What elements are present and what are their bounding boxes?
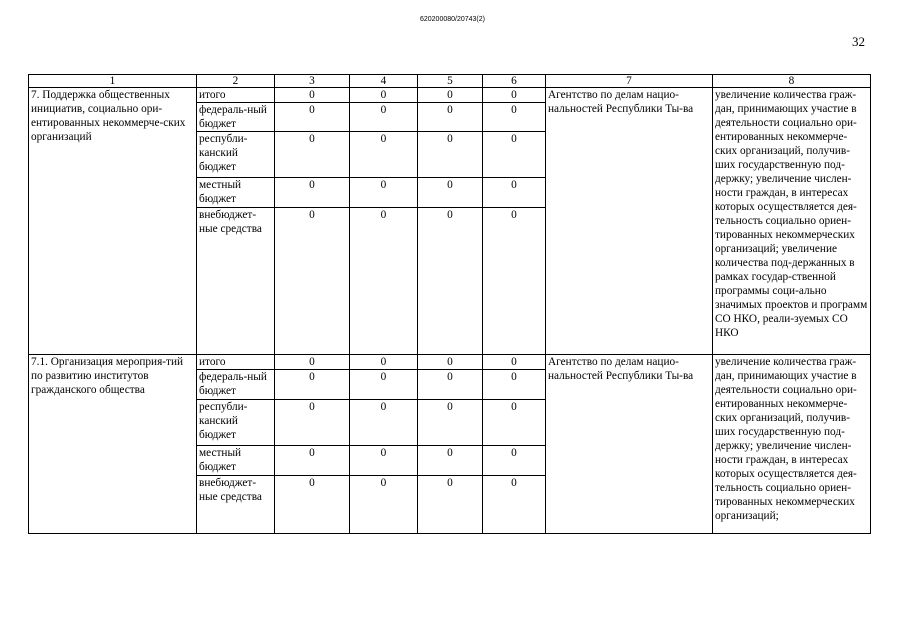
value-cell: 0 xyxy=(275,370,350,400)
column-header: 7 xyxy=(546,75,713,88)
value-cell: 0 xyxy=(483,103,546,132)
value-cell: 0 xyxy=(483,355,546,370)
value-cell: 0 xyxy=(483,446,546,476)
responsible-agency: Агентство по делам нацио-нальностей Республики Ты-ва xyxy=(546,355,713,534)
funding-source: внебюджет-ные средства xyxy=(197,476,275,534)
funding-source: итого xyxy=(197,355,275,370)
column-header: 2 xyxy=(197,75,275,88)
funding-source: республи-канский бюджет xyxy=(197,132,275,178)
value-cell: 0 xyxy=(418,178,483,208)
value-cell: 0 xyxy=(483,476,546,534)
column-header: 3 xyxy=(275,75,350,88)
value-cell: 0 xyxy=(483,370,546,400)
value-cell: 0 xyxy=(418,400,483,446)
table-row xyxy=(29,88,871,103)
value-cell: 0 xyxy=(350,370,418,400)
value-cell: 0 xyxy=(350,446,418,476)
value-cell: 0 xyxy=(350,178,418,208)
column-header: 6 xyxy=(483,75,546,88)
value-cell: 0 xyxy=(275,178,350,208)
document-id: 620200080/20743(2) xyxy=(419,16,485,23)
value-cell: 0 xyxy=(350,208,418,355)
value-cell: 0 xyxy=(275,446,350,476)
value-cell: 0 xyxy=(275,400,350,446)
value-cell: 0 xyxy=(418,370,483,400)
column-header: 5 xyxy=(418,75,483,88)
value-cell: 0 xyxy=(275,88,350,103)
value-cell: 0 xyxy=(275,132,350,178)
value-cell: 0 xyxy=(418,355,483,370)
funding-source: федераль-ный бюджет xyxy=(197,103,275,132)
budget-table xyxy=(28,74,871,534)
value-cell: 0 xyxy=(275,208,350,355)
value-cell: 0 xyxy=(418,208,483,355)
expected-result: увеличение количества граж-дан, принимающих участие в деятельности социально ори-ентированных некоммерче-ских организаций, получив-ших государственную под-держку; увеличение числен-ности граждан, в интересах которых осуществляется дея-тельность социально ориен-тированных некоммерческих организаций; xyxy=(713,355,871,534)
value-cell: 0 xyxy=(483,178,546,208)
column-header: 8 xyxy=(713,75,871,88)
funding-source: местный бюджет xyxy=(197,178,275,208)
value-cell: 0 xyxy=(418,103,483,132)
activity-name: 7. Поддержка общественных инициатив, социально ори-ентированных некоммерче-ских организаций xyxy=(29,88,197,355)
table-row xyxy=(29,355,871,370)
value-cell: 0 xyxy=(275,355,350,370)
value-cell: 0 xyxy=(418,446,483,476)
column-header: 1 xyxy=(29,75,197,88)
value-cell: 0 xyxy=(350,132,418,178)
value-cell: 0 xyxy=(350,88,418,103)
value-cell: 0 xyxy=(275,103,350,132)
value-cell: 0 xyxy=(418,132,483,178)
activity-name: 7.1. Организация мероприя-тий по развитию институтов гражданского общества xyxy=(29,355,197,534)
value-cell: 0 xyxy=(483,208,546,355)
value-cell: 0 xyxy=(350,400,418,446)
value-cell: 0 xyxy=(350,355,418,370)
funding-source: федераль-ный бюджет xyxy=(197,370,275,400)
value-cell: 0 xyxy=(350,476,418,534)
responsible-agency: Агентство по делам нацио-нальностей Республики Ты-ва xyxy=(546,88,713,355)
value-cell: 0 xyxy=(483,132,546,178)
value-cell: 0 xyxy=(275,476,350,534)
funding-source: республи-канский бюджет xyxy=(197,400,275,446)
funding-source: итого xyxy=(197,88,275,103)
expected-result: увеличение количества граж-дан, принимающих участие в деятельности социально ори-ентированных некоммерче-ских организаций, получив-ших государственную под-держку; увеличение числен-ности граждан, в интересах которых осуществляется дея-тельность социально ориен-тированных некоммерческих организаций; увеличение количества под-держанных в рамках государ-ственной программы соци-ально значимых проектов и программ СО НКО, реали-зуемых СО НКО xyxy=(713,88,871,355)
column-header-row xyxy=(29,75,871,88)
funding-source: внебюджет-ные средства xyxy=(197,208,275,355)
value-cell: 0 xyxy=(350,103,418,132)
funding-source: местный бюджет xyxy=(197,446,275,476)
page-number: 32 xyxy=(852,34,865,49)
column-header: 4 xyxy=(350,75,418,88)
value-cell: 0 xyxy=(418,88,483,103)
value-cell: 0 xyxy=(483,400,546,446)
value-cell: 0 xyxy=(418,476,483,534)
value-cell: 0 xyxy=(483,88,546,103)
